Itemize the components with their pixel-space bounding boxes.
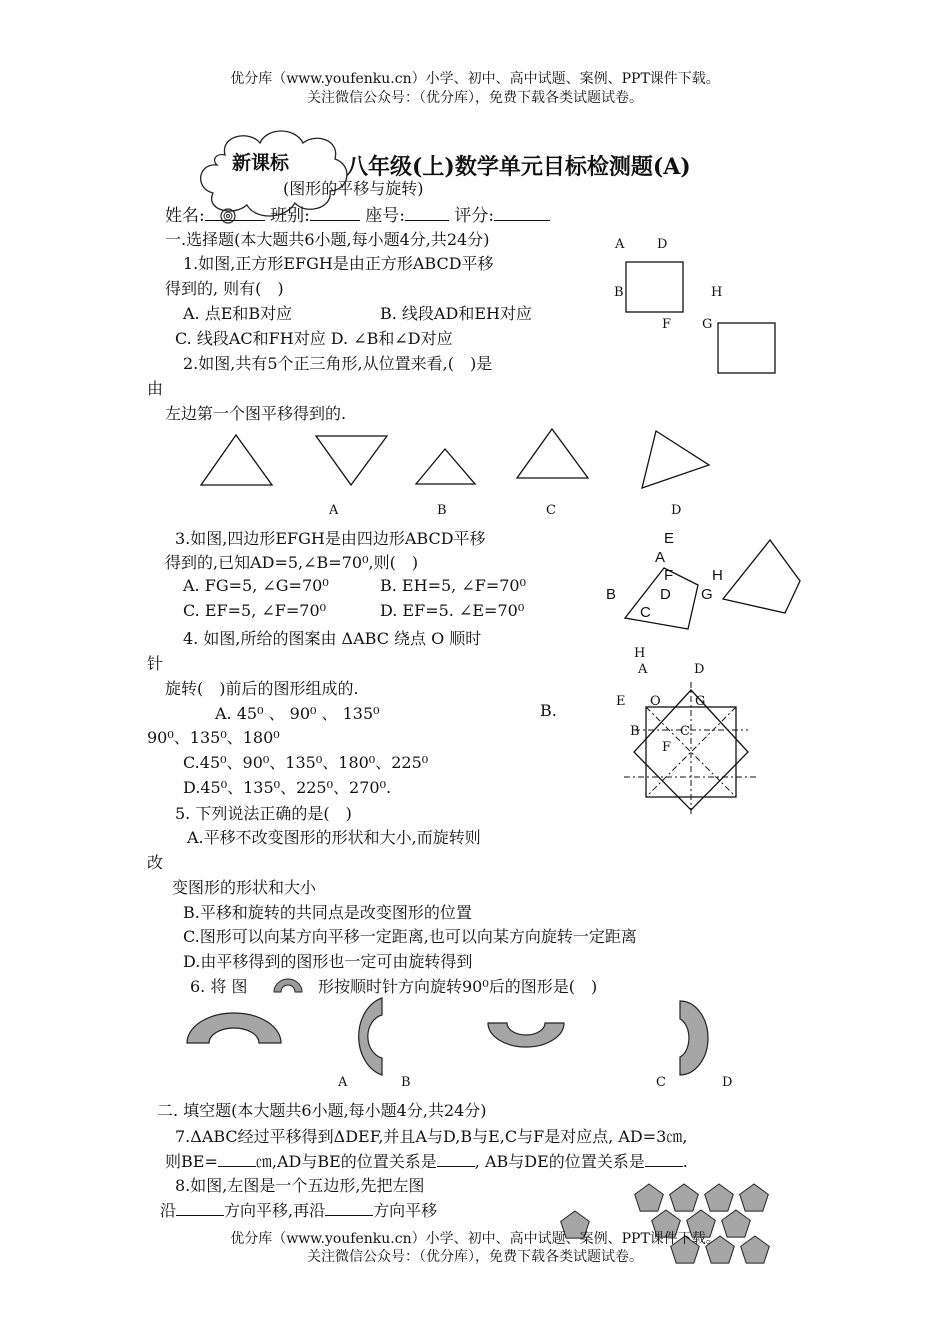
score-label: 评分: <box>454 206 495 226</box>
q8-text-a: 沿 <box>160 1201 177 1220</box>
q6-label-A: A <box>338 1075 348 1090</box>
q3-stem-1: 3.如图,四边形EFGH是由四边形ABCD平移 <box>175 529 486 548</box>
q4-label-C: C <box>680 724 690 739</box>
q2-label-C: C <box>546 503 556 518</box>
q7-blank-be[interactable] <box>218 1152 256 1167</box>
q8-text-b: 方向平移,再沿 <box>224 1201 326 1220</box>
q8-blank-1[interactable] <box>176 1201 224 1216</box>
score-blank[interactable] <box>494 206 550 221</box>
q6-arc-options-figure <box>180 995 720 1080</box>
q1-figure <box>610 235 790 380</box>
q3-option-a: A. FG=5, ∠G=70⁰ <box>183 576 329 595</box>
q4-stem-2: 旋转( )前后的图形组成的. <box>165 679 359 698</box>
q7-text-a: 则BE= <box>165 1152 218 1171</box>
q5-option-a-2: 变图形的形状和大小 <box>172 878 317 897</box>
q2-stem-wrap: 由 <box>147 379 164 398</box>
q7-blank-ab-de[interactable] <box>645 1152 683 1167</box>
q4-figure <box>620 680 760 815</box>
q7-blank-ad-be[interactable] <box>437 1152 475 1167</box>
q6-stem-a: 6. 将 图 <box>190 977 248 996</box>
name-label: 姓名: <box>165 206 205 226</box>
q6-label-D: D <box>722 1075 733 1090</box>
footer-line-1: 优分库（www.youfenku.cn）小学、初中、高中试题、案例、PPT课件下载。 <box>230 1231 720 1247</box>
q2-triangles-figure <box>190 425 730 500</box>
q1-label-H: H <box>711 285 723 300</box>
q7-line-1: 7.ΔABC经过平移得到ΔDEF,并且A与D,B与E,C与F是对应点, AD=3㎝, <box>175 1127 688 1146</box>
q3-label-F: F <box>664 567 674 584</box>
q3-label-H: H <box>712 567 723 584</box>
name-blank[interactable] <box>205 206 265 221</box>
badge-text: 新课标 <box>232 152 290 174</box>
q3-label-C: C <box>640 604 651 621</box>
q3-option-d: D. EF=5. ∠E=70⁰ <box>380 601 525 620</box>
q5-stem: 5. 下列说法正确的是( ) <box>175 804 352 823</box>
q7-line-2 <box>165 1149 688 1172</box>
q7-text-c: , AB与DE的位置关系是 <box>474 1152 645 1171</box>
q3-option-b: B. EH=5, ∠F=70⁰ <box>380 576 527 595</box>
q4-label-O: O <box>650 694 661 709</box>
page-subtitle: (图形的平移与旋转) <box>283 179 424 198</box>
q1-option-a: A. 点E和B对应 <box>183 304 293 323</box>
seat-label: 座号: <box>365 206 406 226</box>
q1-label-A: A <box>615 237 625 252</box>
q4-label-E: E <box>616 694 626 709</box>
page-title: 八年级(上)数学单元目标检测题(A) <box>346 154 691 180</box>
q1-label-F: F <box>662 317 672 332</box>
header-line-1: 优分库（www.youfenku.cn）小学、初中、高中试题、案例、PPT课件下载。 <box>230 71 720 87</box>
section-2-heading: 二. 填空题(本大题共6小题,每小题4分,共24分) <box>157 1101 487 1120</box>
footer-line-2: 关注微信公众号：（优分库），免费下载各类试题试卷。 <box>307 1249 643 1265</box>
q4-stem-wrap: 针 <box>147 654 164 673</box>
q3-label-E: E <box>664 530 675 547</box>
q1-label-D: D <box>657 237 668 252</box>
q4-stem-1: 4. 如图,所给的图案由 ΔABC 绕点 O 顺时 <box>183 629 482 648</box>
q6-inline-arc-icon <box>272 976 304 994</box>
q5-option-a-1: A.平移不改变图形的形状和大小,而旋转则 <box>187 828 481 847</box>
q5-option-c: C.图形可以向某方向平移一定距离,也可以向某方向旋转一定距离 <box>183 927 637 946</box>
q1-label-B: B <box>614 285 624 300</box>
q4-label-A: A <box>638 662 648 677</box>
section-1-heading: 一.选择题(本大题共6小题,每小题4分,共24分) <box>165 230 490 249</box>
q4-option-c: C.45⁰、90⁰、135⁰、180⁰、225⁰ <box>183 753 429 772</box>
q3-label-A: A <box>655 549 666 566</box>
info-line <box>165 201 550 226</box>
q6-stem-b: 形按顺时针方向旋转90⁰后的图形是( ) <box>318 977 598 996</box>
q1-option-b: B. 线段AD和EH对应 <box>380 304 532 323</box>
q1-option-cd: C. 线段AC和FH对应 D. ∠B和∠D对应 <box>175 329 453 348</box>
q5-option-d: D.由平移得到的图形也一定可由旋转得到 <box>183 952 473 971</box>
q3-label-D: D <box>660 586 671 603</box>
seat-blank[interactable] <box>405 206 449 221</box>
q4-option-d: D.45⁰、135⁰、225⁰、270⁰. <box>183 778 392 797</box>
q4-option-a: A. 45⁰ 、 90⁰ 、 135⁰ <box>215 704 380 723</box>
q4-label-G: G <box>695 694 706 709</box>
q3-stem-2: 得到的,已知AD=5,∠B=70⁰,则( ) <box>165 553 419 572</box>
q3-option-c: C. EF=5, ∠F=70⁰ <box>183 601 327 620</box>
q2-label-D: D <box>671 503 682 518</box>
q8-blank-2[interactable] <box>325 1201 373 1216</box>
q1-stem-1: 1.如图,正方形EFGH是由正方形ABCD平移 <box>183 254 494 273</box>
q4-option-b: B. <box>540 701 557 720</box>
q6-label-B: B <box>401 1075 411 1090</box>
q4-label-B: B <box>630 724 640 739</box>
q4-option-b-wrap: 90⁰、135⁰、180⁰ <box>147 728 280 747</box>
q4-label-F: F <box>662 740 672 755</box>
q8-text-c: 方向平移 <box>373 1201 438 1220</box>
q7-text-b: ㎝,AD与BE的位置关系是 <box>255 1152 437 1171</box>
q2-label-B: B <box>437 503 447 518</box>
q2-label-A: A <box>329 503 339 518</box>
q3-label-G: G <box>701 586 713 603</box>
q2-stem-2: 左边第一个图平移得到的. <box>165 404 347 423</box>
q3-figure <box>600 530 800 640</box>
header-line-2: 关注微信公众号：（优分库），免费下载各类试题试卷。 <box>307 90 643 106</box>
q8-line-2 <box>160 1198 437 1221</box>
q8-line-1: 8.如图,左图是一个五边形,先把左图 <box>175 1176 425 1195</box>
q3-label-B: B <box>606 586 617 603</box>
q1-label-G: G <box>702 317 713 332</box>
q1-stem-2: 得到的, 则有( ) <box>165 279 284 298</box>
q5-option-b: B.平移和旋转的共同点是改变图形的位置 <box>183 903 472 922</box>
q4-label-D: D <box>694 662 705 677</box>
q4-label-H: H <box>634 646 646 661</box>
q2-stem-1: 2.如图,共有5个正三角形,从位置来看,( )是 <box>183 354 493 373</box>
class-label: 班别: <box>270 206 310 226</box>
class-blank[interactable] <box>310 206 360 221</box>
q6-label-C: C <box>656 1075 666 1090</box>
q5-option-a-wrap: 改 <box>147 853 164 872</box>
q7-text-d: . <box>682 1152 688 1171</box>
